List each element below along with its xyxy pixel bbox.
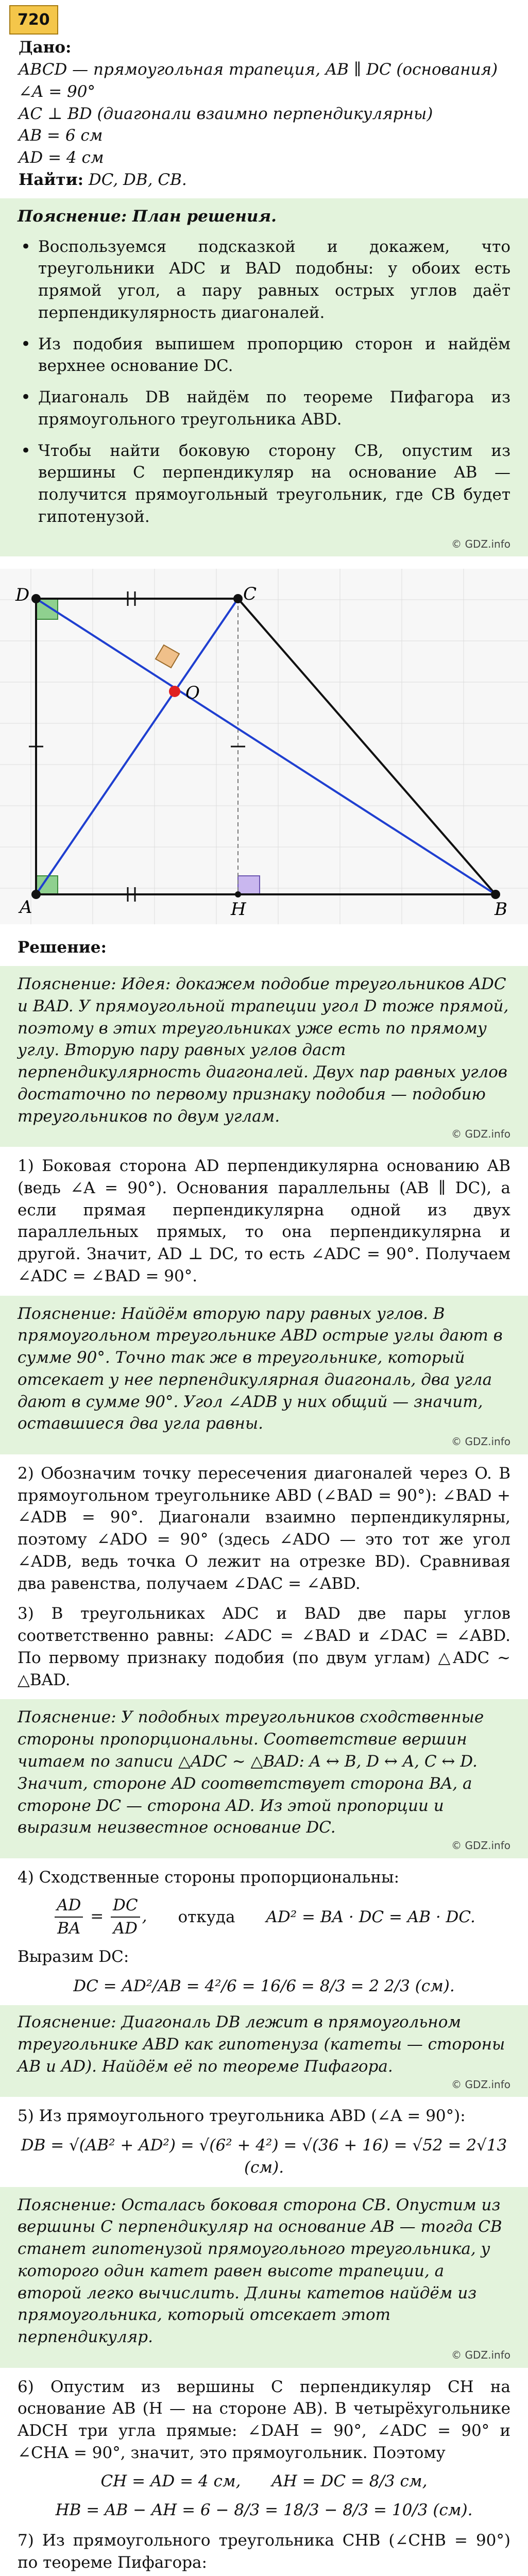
plan-block — [0, 198, 528, 557]
hint-3-text: Пояснение: У подобных треугольников сходственные стороны пропорциональны. Соответствие вершин читаем по записи △ADC ∼ △BAD: A ↔ B, D ↔ A, C ↔ D. Значит, стороне AD соответствует сторона BA, а стороне DC — сторона AD. Из этой пропорции и выразим неизвестное основание DC. — [18, 1708, 484, 1837]
task-number-badge: 720 — [9, 5, 58, 35]
hint-1 — [0, 966, 528, 1147]
label-b: B — [495, 899, 507, 920]
right-angle-o-mark — [156, 645, 179, 668]
plan-item: • Диагональ DB найдём по теореме Пифагора из прямоугольного треугольника ABD. — [18, 386, 510, 431]
step-5-formula: DB = √(AB² + AD²) = √(6² + 4²) = √(36 + 16) = √52 = 2√13 (см). — [21, 2136, 507, 2177]
watermark-text: © GDZ.info — [451, 2078, 510, 2091]
hint-2 — [0, 1296, 528, 1454]
label-a: A — [20, 897, 32, 918]
hint-5 — [0, 2187, 528, 2368]
step-4-text: 4) Сходственные стороны пропорциональны: — [18, 1868, 400, 1887]
plan-item: • Воспользуемся подсказкой и докажем, что треугольники ADC и BAD подобны: у обоих есть прямой угол, а пару равных острых углов даёт перпендикулярность диагоналей. — [18, 236, 510, 324]
given-line: AB = 6 см — [19, 126, 103, 145]
step-7-text: 7) Из прямоугольного треугольника CHB (∠CHB = 90°) по теореме Пифагора: — [18, 2531, 510, 2572]
right-angle-h-mark — [238, 876, 260, 894]
given-line: AC ⊥ BD (диагонали взаимно перпендикулярны) — [19, 104, 433, 123]
diagonal-ac-line — [36, 599, 238, 894]
given-line: AD = 4 см — [19, 148, 104, 167]
find-line — [19, 169, 509, 191]
plan-title: Пояснение: План решения. — [18, 207, 277, 226]
step-6 — [0, 2376, 528, 2522]
step-1: 1) Боковая сторона AD перпендикулярна основанию AB (ведь ∠A = 90°). Основания параллельны (AB ∥ DC), а если прямая перпендикулярна одной из двух параллельных прямых, то она перпендикулярна и другой. Значит, AD ⊥ DC, то есть ∠ADC = 90°. Получаем ∠ADC = ∠BAD = 90°. — [18, 1157, 510, 1285]
step-4-result: AD² = BA · DC = AB · DC. — [266, 1907, 475, 1926]
watermark-text: © GDZ.info — [451, 1839, 510, 1852]
watermark-text: © GDZ.info — [451, 1128, 510, 1141]
watermark-text: © GDZ.info — [451, 537, 510, 550]
step-5-text: 5) Из прямоугольного треугольника ABD (∠A = 90°): — [18, 2107, 466, 2126]
intersection-o — [169, 686, 180, 697]
hint-4 — [0, 2005, 528, 2097]
hint-5-text: Пояснение: Осталась боковая сторона CB. Опустим из вершины C перпендикуляр на основание AB — тогда CB станет гипотенузой прямоугольного треугольника, у которого один катет равен высоте трапеции, а второй легко вычислить. Длины катетов найдём из прямоугольника, который отсекает этот перпендикуляр. — [18, 2195, 502, 2347]
step-7 — [0, 2530, 528, 2576]
given-block — [0, 35, 528, 191]
step-6-hb: HB = AB − AH = 6 − 8/3 = 18/3 − 8/3 = 10/3 (см). — [55, 2501, 473, 2520]
given-line: ABCD — прямоугольная трапеция, AB ∥ DC (основания) — [19, 60, 498, 79]
step-5 — [0, 2105, 528, 2178]
plan-list — [18, 236, 510, 528]
hint-1-text: Пояснение: Идея: докажем подобие треугольников ADC и BAD. У прямоугольной трапеции угол D тоже прямой, поэтому в этих треугольниках уже есть по прямому углу. Вторую пару равных углов даст перпендикулярность диагоналей. Двух пар равных углов достаточно по первому признаку подобия — подобию треугольников по двум углам. — [18, 975, 509, 1126]
step-6-text: 6) Опустим из вершины C перпендикуляр CH на основание AB (H — на стороне AB). В четырёхугольнике ADCH три угла прямые: ∠DAH = 90°, ∠ADC = 90° и ∠CHA = 90°, значит, это прямоугольник. Поэтому — [18, 2377, 510, 2462]
find-label: Найти: — [19, 170, 84, 189]
vertex-d — [31, 594, 41, 603]
vertex-a — [31, 890, 41, 899]
watermark-text: © GDZ.info — [451, 2349, 510, 2362]
given-line: ∠A = 90° — [19, 82, 95, 101]
trapezoid-drawing — [0, 569, 528, 924]
vertex-b — [491, 890, 500, 899]
find-text: DC, DB, CB. — [88, 170, 187, 189]
step-4 — [0, 1867, 528, 1997]
step-2: 2) Обозначим точку пересечения диагоналей через O. В прямоугольном треугольнике ABD (∠BAD = 90°): ∠BAD + ∠ADB = 90°. Диагонали взаимно перпендикулярны, поэтому ∠ADO = 90° (здесь ∠ADO — это тот же угол ∠ADB, ведь точка O лежит на отрезке BD). Сравнивая два равенства, получаем ∠DAC = ∠ABD. — [18, 1464, 510, 1593]
given-label: Дано: — [19, 38, 72, 57]
step-4-proportion — [18, 1894, 510, 1940]
trapezoid-figure — [0, 569, 528, 924]
step-4-express: Выразим DC: — [18, 1947, 129, 1966]
hint-4-text: Пояснение: Диагональ DB лежит в прямоугольном треугольнике ABD как гипотенуза (катеты — стороны AB и AD). Найдём её по теореме Пифагора. — [18, 2013, 505, 2076]
plan-item: • Чтобы найти боковую сторону CB, опустим из вершины C перпендикуляр на основание AB — получится прямоугольный треугольник, где CB будет гипотенузой. — [18, 440, 510, 528]
label-h: H — [231, 899, 246, 920]
label-c: C — [243, 584, 257, 605]
step-4-formula: DC = AD²/AB = 4²/6 = 16/6 = 8/3 = 2 2/3 (см). — [73, 1976, 455, 1995]
step-4-word: откуда — [178, 1907, 235, 1926]
diagonal-db-line — [36, 599, 496, 894]
label-d: D — [15, 585, 30, 606]
proportion: $\frac{AD}{BA}$ = $\frac{DC}{AD}$ , — [53, 1894, 147, 1940]
hint-3 — [0, 1699, 528, 1858]
step-6-ah: AH = DC = 8/3 см, — [271, 2471, 428, 2490]
solution-label: Решение: — [18, 938, 107, 957]
step-6-ch: CH = AD = 4 см, — [100, 2471, 241, 2490]
vertex-c — [233, 594, 243, 603]
hint-2-text: Пояснение: Найдём вторую пару равных углов. В прямоугольном треугольнике ABD острые углы дают в сумме 90°. Точно так же в треугольнике, который отсекает у нее перпендикулярная диагональ, два угла дают в сумме 90°. Угол ∠ADB у них общий — значит, оставшиеся два угла равны. — [18, 1304, 503, 1433]
plan-item: • Из подобия выпишем пропорцию сторон и найдём верхнее основание DC. — [18, 333, 510, 378]
vertex-h — [235, 891, 241, 897]
step-3: 3) В треугольниках ADC и BAD две пары углов соответственно равны: ∠ADC = ∠BAD и ∠DAC = ∠ABD. По первому признаку подобия (по двум углам) △ADC ∼ △BAD. — [18, 1604, 510, 1689]
label-o: O — [185, 683, 200, 704]
step-6-row — [18, 2470, 510, 2493]
watermark-text: © GDZ.info — [451, 1435, 510, 1448]
